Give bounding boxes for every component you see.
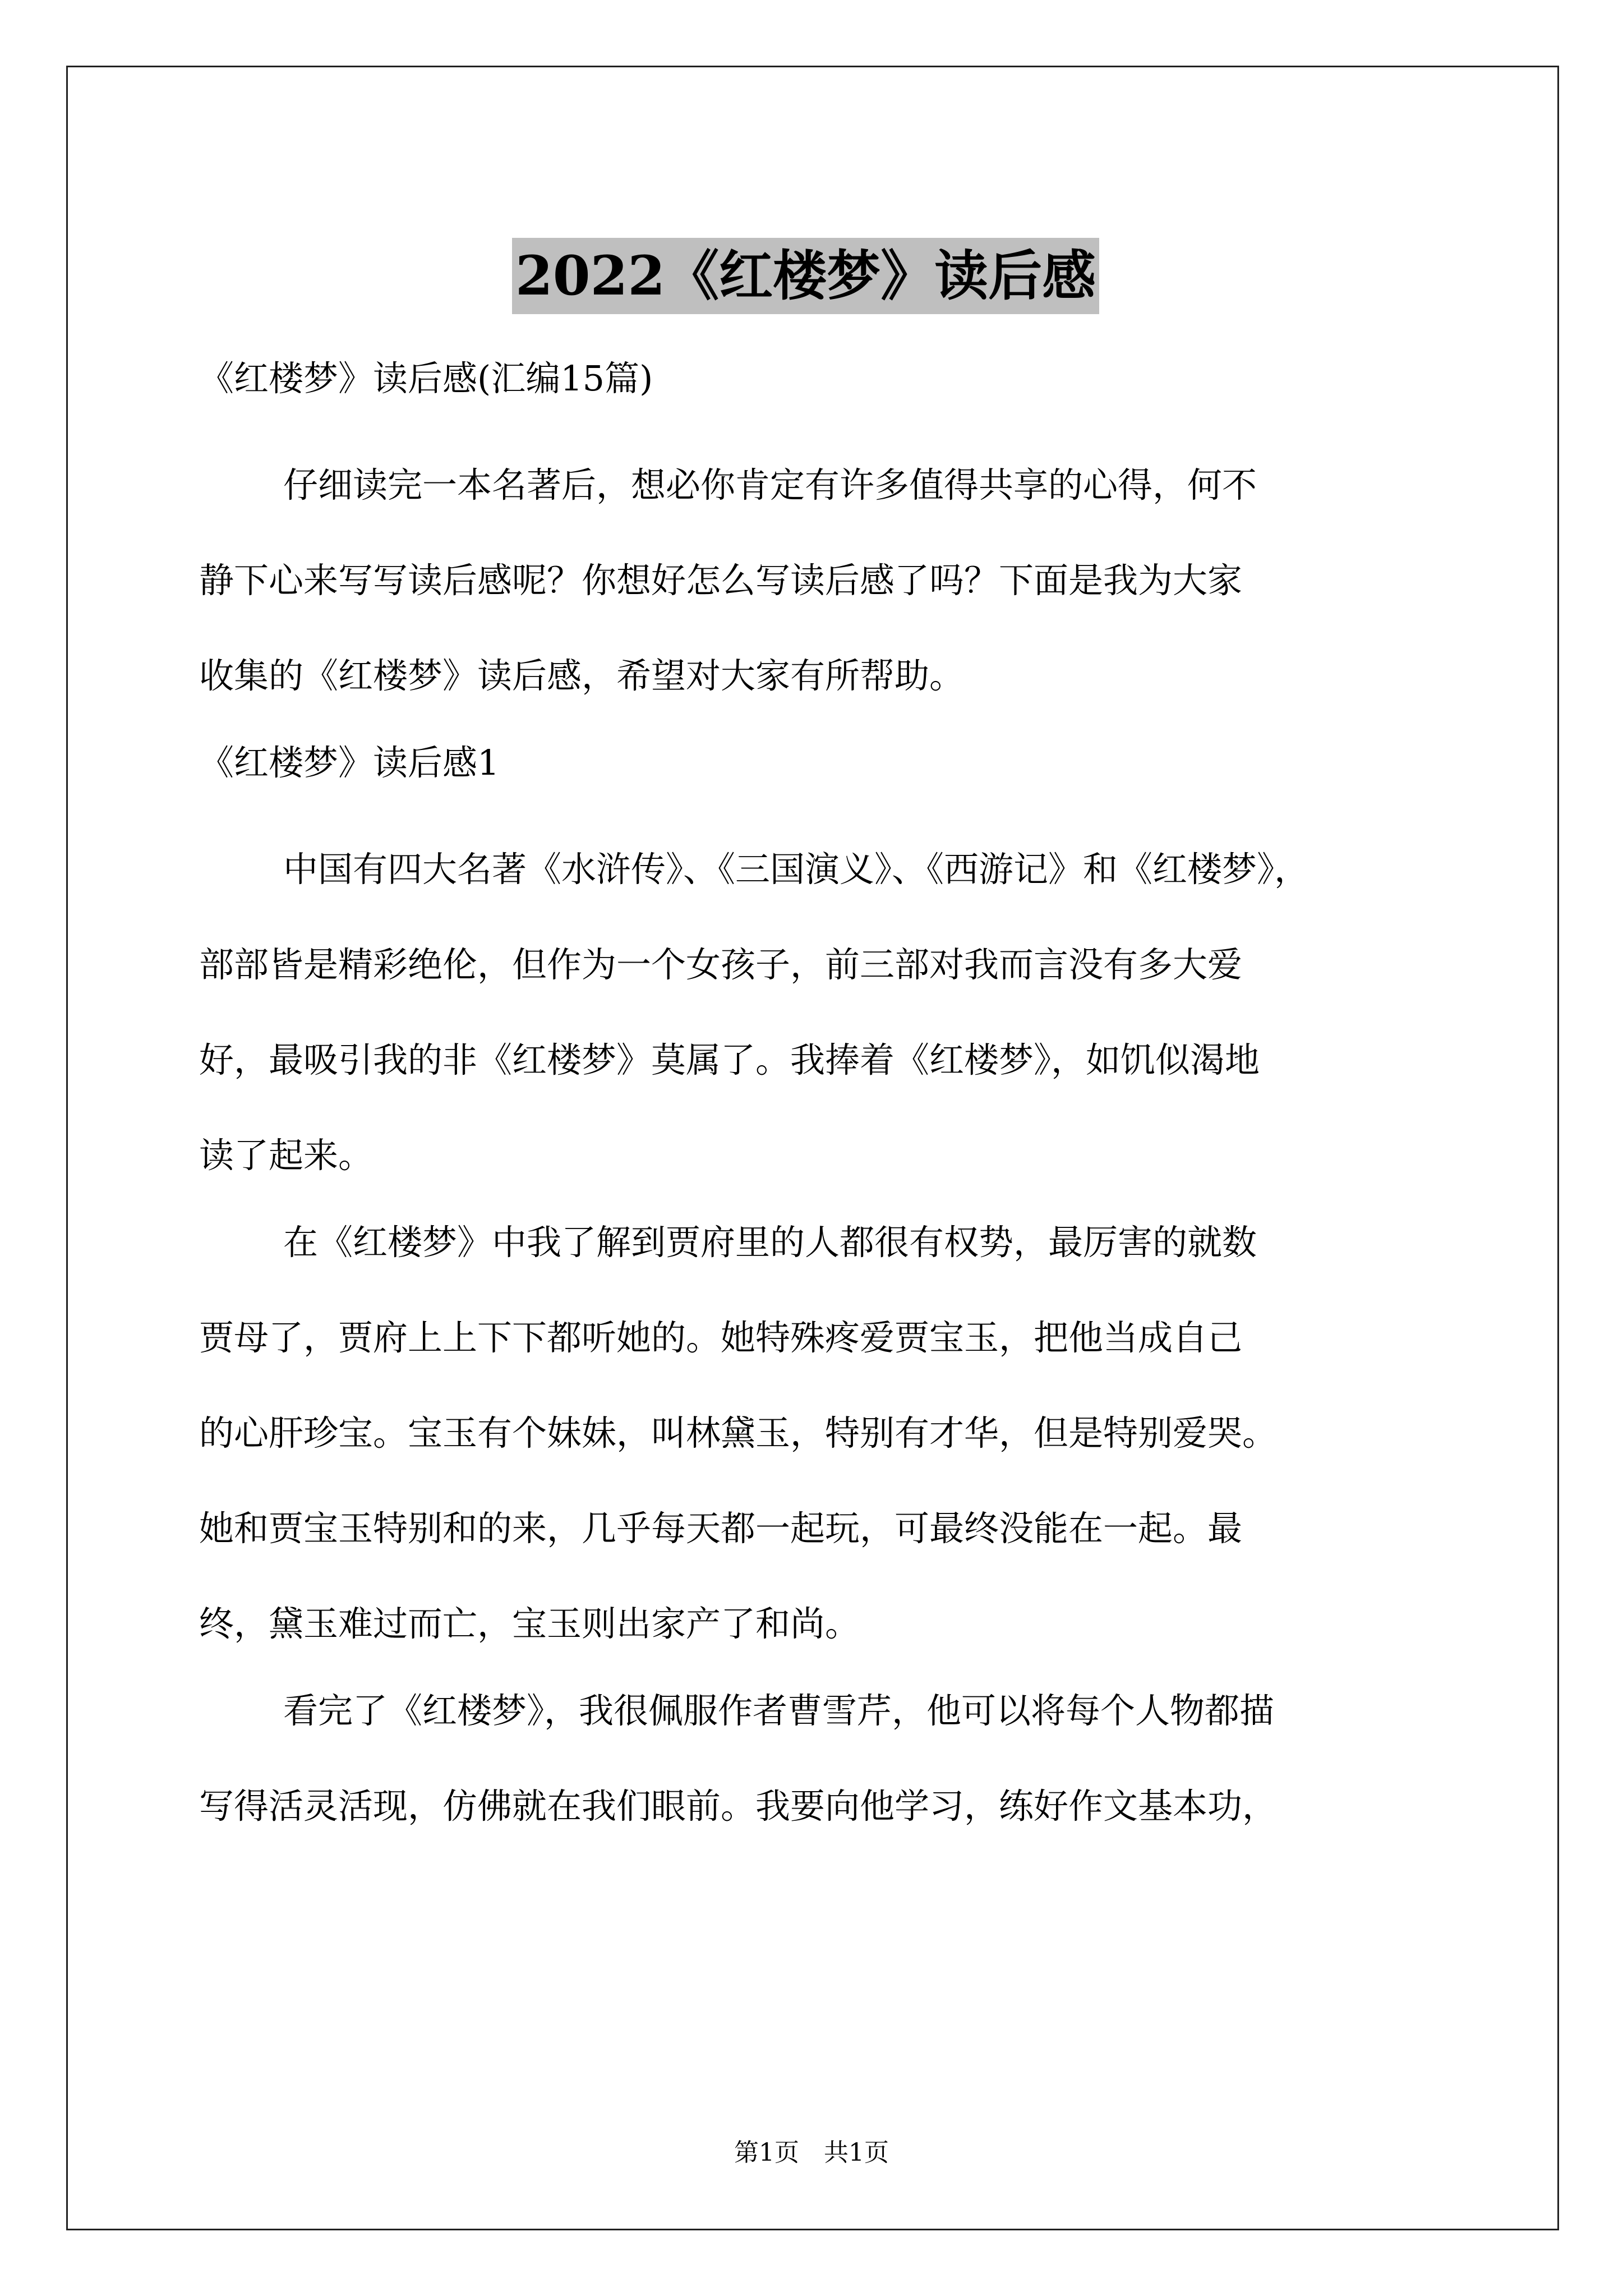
body-paragraph: 中国有四大名著《水浒传》、《三国演义》、《西游记》和《红楼梦》， 部部皆是精彩绝伦，但作为一个女孩子，前三部对我而言没有多大爱 好，最吸引我的非《红楼梦》莫属了。我捧着《红楼梦》，如饥似渴地 读了起来。 — [199, 849, 1310, 1176]
document-subtitle: 《红楼梦》读后感(汇编15篇) — [199, 358, 653, 399]
body-paragraph: 在《红楼梦》中我了解到贾府里的人都很有权势，最厉害的就数 贾母了，贾府上上下下都听她的。她特殊疼爱贾宝玉，把他当成自己 的心肝珍宝。宝玉有个妹妹，叫林黛玉，特别有才华，但是特别爱哭。 她和贾宝玉特别和的来，几乎每天都一起玩，可最终没能在一起。最 终，黛玉难过而亡，宝玉则出家产了和尚。 — [199, 1222, 1278, 1644]
document-body — [199, 351, 1461, 1865]
body-paragraph: 看完了《红楼梦》，我很佩服作者曹雪芹，他可以将每个人物都描 写得活灵活现，仿佛就在我们眼前。我要向他学习，练好作文基本功， — [199, 1690, 1278, 1826]
page-number: 第1页 共1页 — [734, 2138, 889, 2167]
section-heading: 《红楼梦》读后感1 — [199, 742, 500, 783]
intro-paragraph: 仔细读完一本名著后，想必你肯定有许多值得共享的心得，何不 静下心来写写读后感呢？你想好怎么写读后感了吗？下面是我为大家 收集的《红楼梦》读后感，希望对大家有所帮助。 — [199, 464, 1257, 696]
document-title: 2022《红楼梦》读后感 — [512, 238, 1099, 314]
